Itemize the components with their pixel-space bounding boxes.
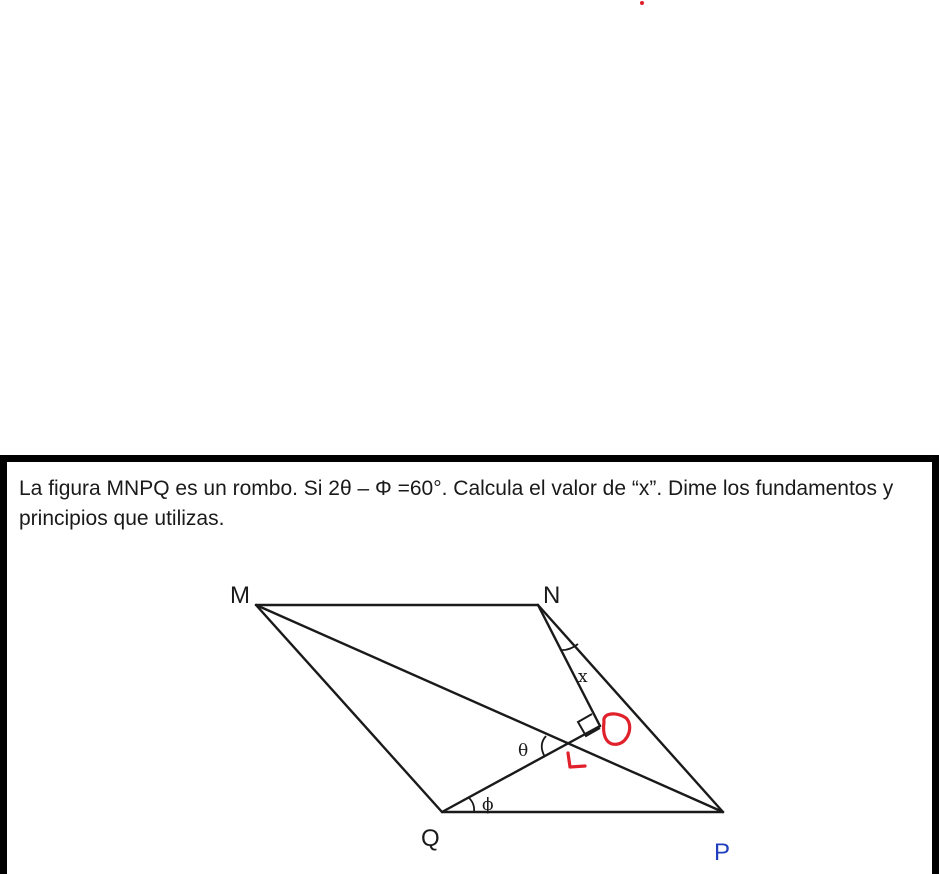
angle-phi-arc xyxy=(468,797,474,812)
stray-red-dot xyxy=(640,1,644,5)
vertex-label-M: M xyxy=(230,582,250,609)
angle-theta-arc xyxy=(542,736,546,757)
diagonal-MP xyxy=(256,605,723,812)
angle-label-x: x xyxy=(578,667,588,687)
handwritten-O-annotation xyxy=(604,714,630,744)
vertex-label-P: P xyxy=(714,839,731,866)
handwritten-L-annotation xyxy=(568,753,585,767)
problem-statement: La figura MNPQ es un rombo. Si 2θ – Φ =60°. Calcula el valor de “x”. Dime los fundamentos y principios que utilizas. xyxy=(19,477,894,530)
vertex-label-N: N xyxy=(543,582,561,609)
side-QM xyxy=(256,605,442,812)
vertex-label-Q: Q xyxy=(421,825,440,852)
angle-label-phi: ϕ xyxy=(482,795,494,815)
angle-label-theta: θ xyxy=(518,741,529,761)
side-NP xyxy=(538,605,723,812)
segment-QH xyxy=(442,726,600,812)
